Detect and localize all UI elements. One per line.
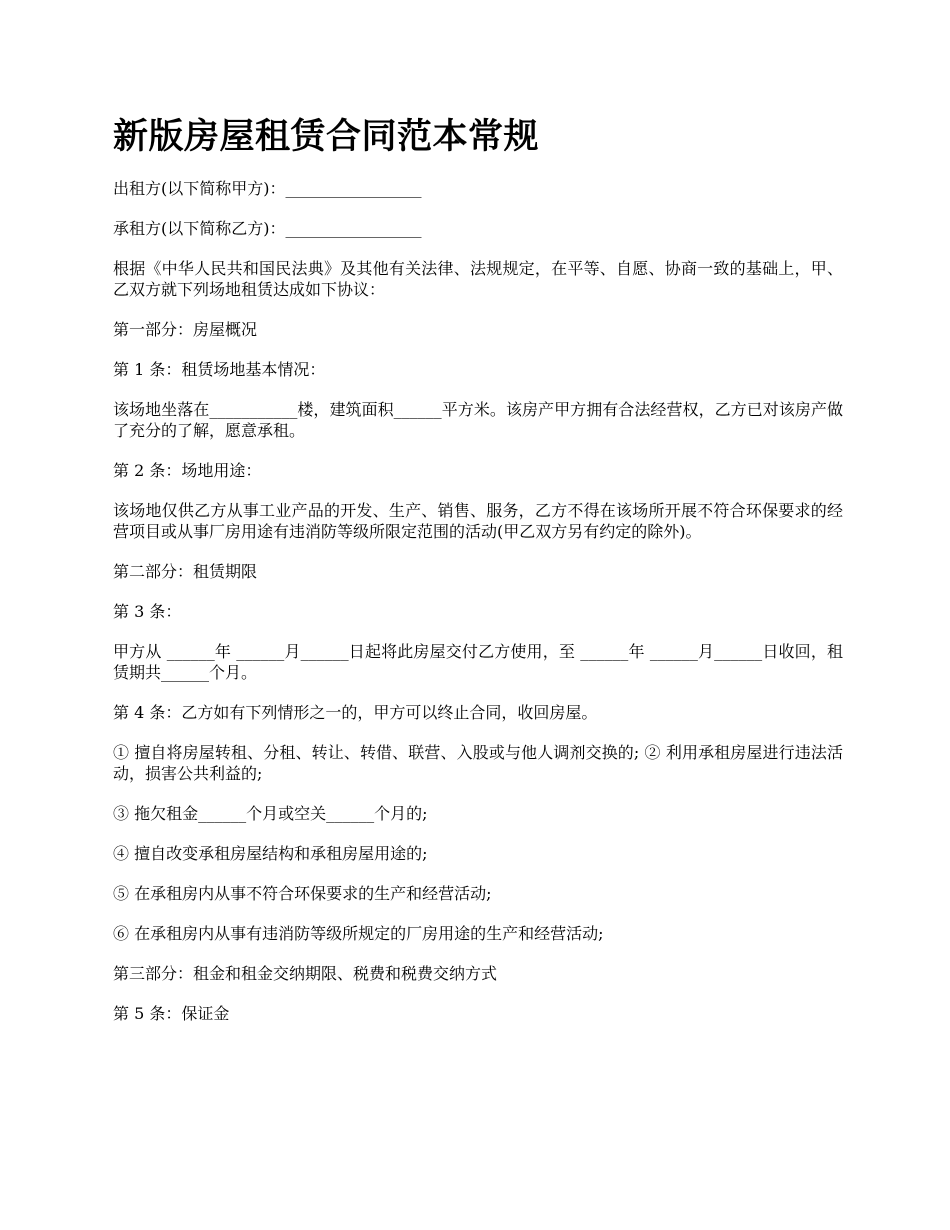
article-1-heading: 第 1 条：租赁场地基本情况： [113, 360, 326, 379]
article-3-heading: 第 3 条： [113, 602, 182, 621]
preamble-paragraph: 根据《中华人民共和国民法典》及其他有关法律、法规规定，在平等、自愿、协商一致的基础上，甲、乙双方就下列场地租赁达成如下协议： [113, 259, 843, 299]
part-one-heading: 第一部分：房屋概况 [113, 320, 258, 339]
article-4-heading: 第 4 条：乙方如有下列情形之一的，甲方可以终止合同，收回房屋。 [113, 703, 598, 722]
article-5-heading: 第 5 条：保证金 [113, 1004, 230, 1023]
article-1-body: 该场地坐落在___________楼，建筑面积______平方米。该房产甲方拥有合法经营权，乙方已对该房产做了充分的了解，愿意承租。 [113, 400, 843, 440]
article-2-body: 该场地仅供乙方从事工业产品的开发、生产、销售、服务，乙方不得在该场所开展不符合环保要求的经营项目或从事厂房用途有违消防等级所限定范围的活动(甲乙双方另有约定的除外)。 [113, 501, 843, 541]
article-4-item-5: ⑤ 在承租房内从事不符合环保要求的生产和经营活动; [113, 884, 492, 903]
part-two-heading: 第二部分：租赁期限 [113, 562, 258, 581]
article-3-body: 甲方从 ______年 ______月______日起将此房屋交付乙方使用，至 ______年 ______月______日收回，租赁期共______个月。 [113, 642, 843, 682]
article-4-item-3: ③ 拖欠租金______个月或空关______个月的; [113, 804, 428, 823]
lessor-line: 出租方(以下简称甲方)：_________________ [113, 179, 422, 198]
lessee-line: 承租方(以下简称乙方)：_________________ [113, 219, 422, 238]
article-2-heading: 第 2 条：场地用途： [113, 461, 262, 480]
part-three-heading: 第三部分：租金和租金交纳期限、税费和税费交纳方式 [113, 964, 498, 983]
article-4-item-4: ④ 擅自改变承租房屋结构和承租房屋用途的; [113, 844, 428, 863]
document-page [113, 112, 843, 1043]
document-title: 新版房屋租赁合同范本常规 [113, 116, 540, 157]
article-4-item-1-2: ① 擅自将房屋转租、分租、转让、转借、联营、入股或与他人调剂交换的; ② 利用承租房屋进行违法活动，损害公共利益的; [113, 743, 843, 783]
article-4-item-6: ⑥ 在承租房内从事有违消防等级所规定的厂房用途的生产和经营活动; [113, 924, 604, 943]
